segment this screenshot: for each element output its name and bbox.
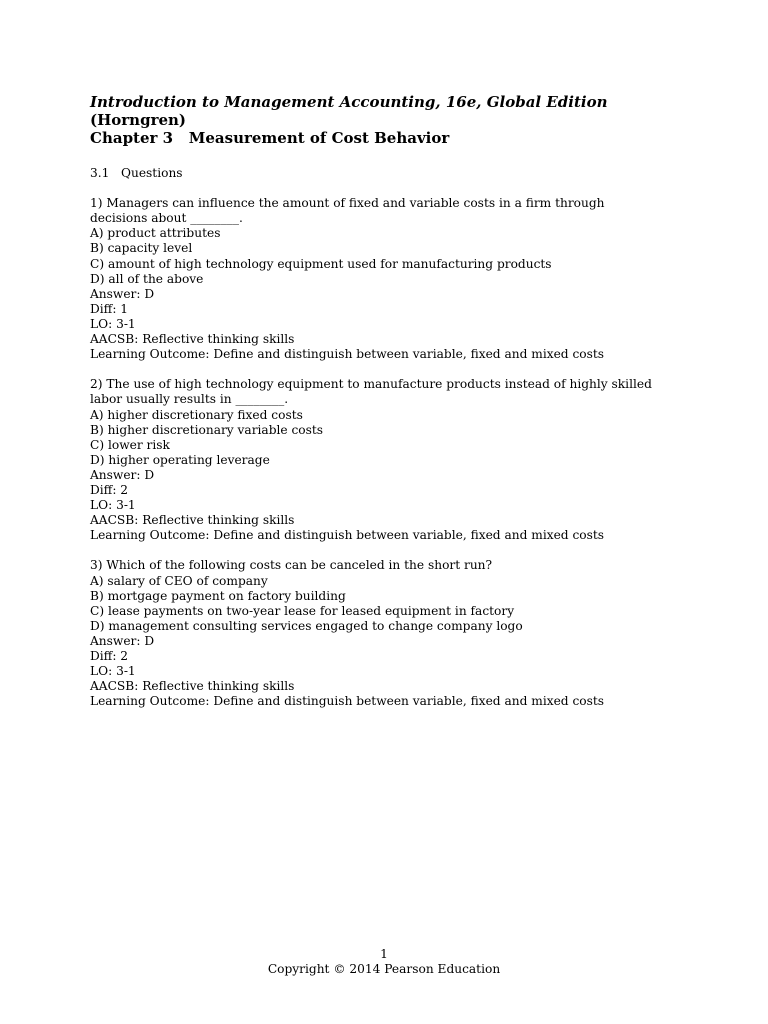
answer-option: D) all of the above bbox=[90, 271, 204, 286]
answer-option: C) amount of high technology equipment used for manufacturing products bbox=[90, 256, 552, 271]
answer-option: A) higher discretionary fixed costs bbox=[90, 407, 303, 422]
copyright-notice: Copyright © 2014 Pearson Education bbox=[267, 962, 501, 976]
aacsb-tag: AACSB: Reflective thinking skills bbox=[90, 513, 295, 528]
difficulty: Diff: 2 bbox=[90, 649, 129, 663]
learning-outcome: Learning Outcome: Define and distinguish between variable, fixed and mixed costs bbox=[90, 694, 605, 709]
difficulty: Diff: 1 bbox=[90, 301, 129, 316]
section-heading: 3.1 Questions bbox=[90, 166, 183, 180]
answer-option: B) higher discretionary variable costs bbox=[90, 422, 324, 437]
learning-objective: LO: 3-1 bbox=[90, 316, 136, 331]
question-stem-line: 2) The use of high technology equipment to manufacture products instead of highly skilled bbox=[90, 377, 652, 392]
learning-outcome: Learning Outcome: Define and distinguish between variable, fixed and mixed costs bbox=[90, 528, 605, 543]
question-stem-line: 3) Which of the following costs can be canceled in the short run? bbox=[90, 558, 493, 573]
book-title: Introduction to Management Accounting, 16e, Global Edition bbox=[90, 93, 608, 111]
question-stem-line: decisions about ________. bbox=[90, 211, 243, 226]
answer-option: B) capacity level bbox=[90, 241, 193, 256]
document-page bbox=[90, 93, 690, 709]
chapter-title: Chapter 3 Measurement of Cost Behavior bbox=[90, 129, 450, 147]
learning-objective: LO: 3-1 bbox=[90, 498, 136, 513]
learning-outcome: Learning Outcome: Define and distinguish between variable, fixed and mixed costs bbox=[90, 347, 605, 362]
aacsb-tag: AACSB: Reflective thinking skills bbox=[90, 679, 295, 694]
learning-objective: LO: 3-1 bbox=[90, 664, 136, 679]
answer-option: B) mortgage payment on factory building bbox=[90, 588, 346, 603]
answer-option: A) product attributes bbox=[90, 226, 221, 241]
page-number: 1 bbox=[380, 947, 388, 961]
question-2 bbox=[90, 377, 690, 543]
answer-option: D) management consulting services engaged to change company logo bbox=[90, 618, 523, 633]
question-stem-line: 1) Managers can influence the amount of fixed and variable costs in a firm through bbox=[90, 196, 605, 211]
difficulty: Diff: 2 bbox=[90, 482, 129, 497]
answer-option: D) higher operating leverage bbox=[90, 452, 270, 467]
answer-option: C) lower risk bbox=[90, 437, 170, 452]
question-3 bbox=[90, 558, 690, 709]
question-stem-line: labor usually results in ________. bbox=[90, 392, 289, 407]
answer-option: A) salary of CEO of company bbox=[90, 573, 268, 588]
aacsb-tag: AACSB: Reflective thinking skills bbox=[90, 332, 295, 347]
answer-key: Answer: D bbox=[90, 467, 155, 482]
book-author: (Horngren) bbox=[90, 111, 187, 129]
answer-key: Answer: D bbox=[90, 286, 155, 301]
answer-option: C) lease payments on two-year lease for leased equipment in factory bbox=[90, 603, 515, 618]
question-1 bbox=[90, 196, 690, 362]
answer-key: Answer: D bbox=[90, 633, 155, 648]
